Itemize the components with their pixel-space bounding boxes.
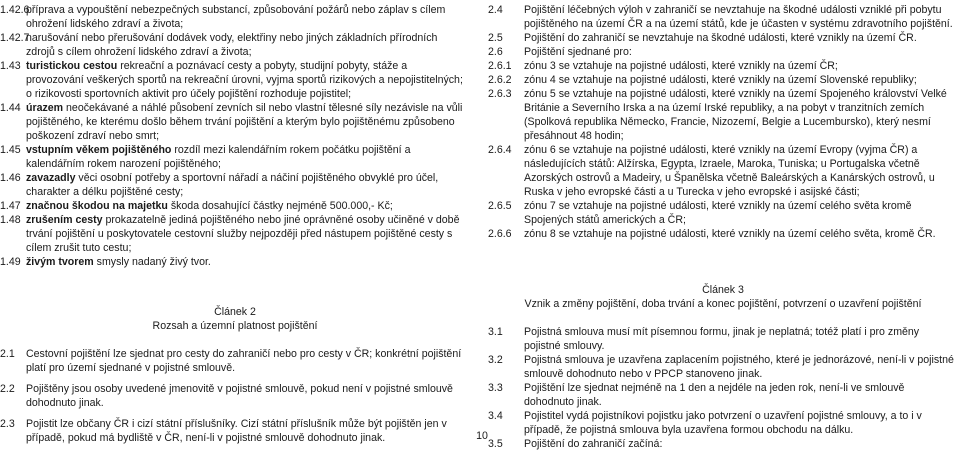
item-number: 2.6.5 <box>488 200 512 212</box>
article-3-title: Vznik a změny pojištění, doba trvání a konec pojištění, potvrzení o uzavření pojištění <box>524 298 922 310</box>
item-number: 3.4 <box>488 410 503 422</box>
list-item <box>488 3 958 31</box>
definition-text: prokazatelně jediná pojištěného nebo jiné oprávněné osoby učiněné v době trvání pojištění u poskytovatele cestovní služby nejpozději před nástupem pojištěné cesty s cílem zrušit tuto cestu; <box>26 214 460 254</box>
item-text: Pojištění léčebných výloh v zahraničí se nevztahuje na škodné události vzniklé při pobytu pojištěného na území ČR a na území států, kde je účasten v systému zdravotního pojištění. <box>524 4 953 30</box>
defined-term: turistickou cestou <box>26 60 118 72</box>
item-number: 2.3 <box>0 418 15 430</box>
list-item <box>0 143 470 171</box>
item-text: zónu 7 se vztahuje na pojistné události, které vznikly na území celého světa kromě Spojených států amerických a ČR; <box>524 200 912 226</box>
list-item <box>488 45 958 59</box>
list-item <box>488 87 958 143</box>
list-item <box>0 417 470 445</box>
defined-term: úrazem <box>26 102 64 114</box>
item-number: 1.48 <box>0 214 21 226</box>
defined-term: živým tvorem <box>26 256 94 268</box>
item-number: 2.4 <box>488 4 503 16</box>
list-item <box>0 101 470 143</box>
left-column <box>0 3 470 445</box>
list-item <box>0 213 470 255</box>
defined-term: zavazadly <box>26 172 76 184</box>
item-number: 2.6.1 <box>488 60 512 72</box>
list-item <box>488 437 958 451</box>
defined-term: vstupním věkem pojištěného <box>26 144 172 156</box>
list-item <box>0 255 470 269</box>
item-text: zónu 8 se vztahuje na pojistné události, které vznikly na území celého světa, kromě ČR. <box>524 228 936 240</box>
item-text <box>26 101 470 143</box>
item-text: příprava a vypouštění nebezpečných substancí, způsobování požárů nebo záplav s cílem ohrožení lidského zdraví a života; <box>26 4 446 30</box>
list-item <box>488 381 958 409</box>
item-number: 2.1 <box>0 348 15 360</box>
definition-text: smysly nadaný živý tvor. <box>93 256 211 268</box>
list-item <box>0 3 470 31</box>
item-text: Pojištěny jsou osoby uvedené jmenovitě v pojistné smlouvě, pokud není v pojistné smlouvě dohodnuto jinak. <box>26 383 453 409</box>
item-text: Cestovní pojištění lze sjednat pro cesty do zahraničí nebo pro cesty v ČR; konkrétní pojištění platí pro území sjednané v pojistné smlouvě. <box>26 348 462 374</box>
item-text: narušování nebo přerušování dodávek vody, elektřiny nebo jiných základních přírodních zdrojů s cílem ohrožení lidského zdraví a života; <box>26 32 438 58</box>
article-3-label: Článek 3 <box>702 284 744 296</box>
defined-term: zrušením cesty <box>26 214 103 226</box>
item-number: 1.49 <box>0 256 21 268</box>
list-item <box>488 143 958 199</box>
defined-term: značnou škodou na majetku <box>26 200 168 212</box>
list-item <box>0 31 470 59</box>
definition-text: věci osobní potřeby a sportovní nářadí a náčiní pojištěného obvyklé pro účel, charakter a délku pojištěné cesty; <box>26 172 439 198</box>
item-number: 2.6 <box>488 46 503 58</box>
item-text <box>26 59 470 101</box>
item-number: 2.6.2 <box>488 74 512 86</box>
article-2-title: Rozsah a územní platnost pojištění <box>152 320 318 332</box>
item-text: Pojistná smlouva musí mít písemnou formu, jinak je neplatná; totéž platí i pro změny pojistné smlouvy. <box>524 326 920 352</box>
item-text: Pojištění sjednané pro: <box>524 46 632 58</box>
item-number: 3.2 <box>488 354 503 366</box>
item-text: zónu 6 se vztahuje na pojistné události, které vznikly na území Evropy (vyjma ČR) a následujících států: Alžírska, Egypta, Izraele, Maroka, Tuniska; u Portugalska včetně Azorských ostrovů a Madeiry, u Španělska včetně Baleárských a Kanárských ostrovů, u Ruska v jeho evropské části a u Turecka v jeho evropské i asijské části; <box>524 144 935 198</box>
definition-text: rekreační a poznávací cesty a pobyty, studijní pobyty, stáže a provozování veškerých sportů na rekreační úrovni, vyjma sportů rizikových a nepojistitelných; o rizikovosti sportovních aktivit pro účely pojištění rozhoduje pojistitel; <box>26 60 463 100</box>
list-item <box>488 73 958 87</box>
item-text: Pojištění lze sjednat nejméně na 1 den a nejdéle na jeden rok, není-li ve smlouvě dohodnuto jinak. <box>524 382 905 408</box>
item-text: Pojištění do zahraničí začíná: <box>524 438 663 450</box>
item-number: 1.42.7 <box>0 32 30 44</box>
item-text: zónu 5 se vztahuje na pojistné události, které vznikly na území Spojeného království Velké Británie a Severního Irska a na území Irské republiky, a na pobyt v tranzitních zemích (Spolková republika Německo, Francie, Nizozemí, Belgie a Lucembursko), který nesmí přesáhnout 48 hodin; <box>524 88 947 142</box>
definitions-list <box>0 59 470 269</box>
item-number: 1.43 <box>0 60 21 72</box>
item-text <box>26 199 470 213</box>
list-item <box>0 347 470 375</box>
item-number: 3.3 <box>488 382 503 394</box>
list-item <box>0 199 470 213</box>
item-number: 1.47 <box>0 200 21 212</box>
item-number: 1.46 <box>0 172 21 184</box>
list-item <box>0 59 470 101</box>
list-item <box>488 59 958 73</box>
item-number: 2.2 <box>0 383 15 395</box>
item-number: 2.6.3 <box>488 88 512 100</box>
left-top-list <box>0 3 470 59</box>
item-number: 3.5 <box>488 438 503 450</box>
list-item <box>488 409 958 437</box>
list-item <box>488 227 958 241</box>
list-item <box>488 353 958 381</box>
item-number: 2.6.6 <box>488 228 512 240</box>
item-text <box>26 171 470 199</box>
definition-text: rozdíl mezi kalendářním rokem počátku pojištění a kalendářním rokem narození pojištěného; <box>26 144 411 170</box>
item-number: 3.1 <box>488 326 503 338</box>
item-text: Pojistná smlouva je uzavřena zaplacením pojistného, které je jednorázové, není-li v pojistné smlouvě dohodnuto nebo v PPCP stanoveno jinak. <box>524 354 954 380</box>
territory-list <box>488 3 958 241</box>
item-text: zónu 4 se vztahuje na pojistné události, které vznikly na území Slovenské republiky; <box>524 74 917 86</box>
list-item <box>488 199 958 227</box>
item-text: zónu 3 se vztahuje na pojistné události, které vznikly na území ČR; <box>524 60 838 72</box>
item-number: 2.5 <box>488 32 503 44</box>
right-column <box>488 3 958 451</box>
item-text <box>26 213 470 255</box>
article-2-label: Článek 2 <box>214 306 256 318</box>
definition-text: neočekávané a náhlé působení zevních sil nebo vlastní tělesné síly nezávisle na vůli pojištěného, ke kterému došlo během trvání pojištění a kterým bylo pojištěnému způsobeno poškození zdraví nebo smrt; <box>26 102 463 142</box>
item-text: Pojistitel vydá pojistníkovi pojistku jako potvrzení o uzavření pojistné smlouvy, a to i v případě, že pojistná smlouva byla uzavřena formou obchodu na dálku. <box>524 410 922 436</box>
item-number: 1.42.6 <box>0 4 30 16</box>
list-item <box>0 171 470 199</box>
item-number: 2.6.4 <box>488 144 512 156</box>
list-item <box>488 325 958 353</box>
item-text <box>26 143 470 171</box>
list-item <box>0 382 470 410</box>
item-text: Pojištění do zahraničí se nevztahuje na škodné události, které vznikly na území ČR. <box>524 32 917 44</box>
item-number: 1.44 <box>0 102 21 114</box>
page-number: 10 <box>476 430 488 442</box>
item-number: 1.45 <box>0 144 21 156</box>
article-2-list <box>0 347 470 445</box>
item-text: Pojistit lze občany ČR i cizí státní příslušníky. Cizí státní příslušník může být pojištěn jen v případě, pokud má bydliště v ČR, není-li v pojistné smlouvě dohodnuto jinak. <box>26 418 447 444</box>
item-text <box>26 255 470 269</box>
article-3-list <box>488 325 958 451</box>
definition-text: škoda dosahující částky nejméně 500.000,- Kč; <box>167 200 393 212</box>
list-item <box>488 31 958 45</box>
